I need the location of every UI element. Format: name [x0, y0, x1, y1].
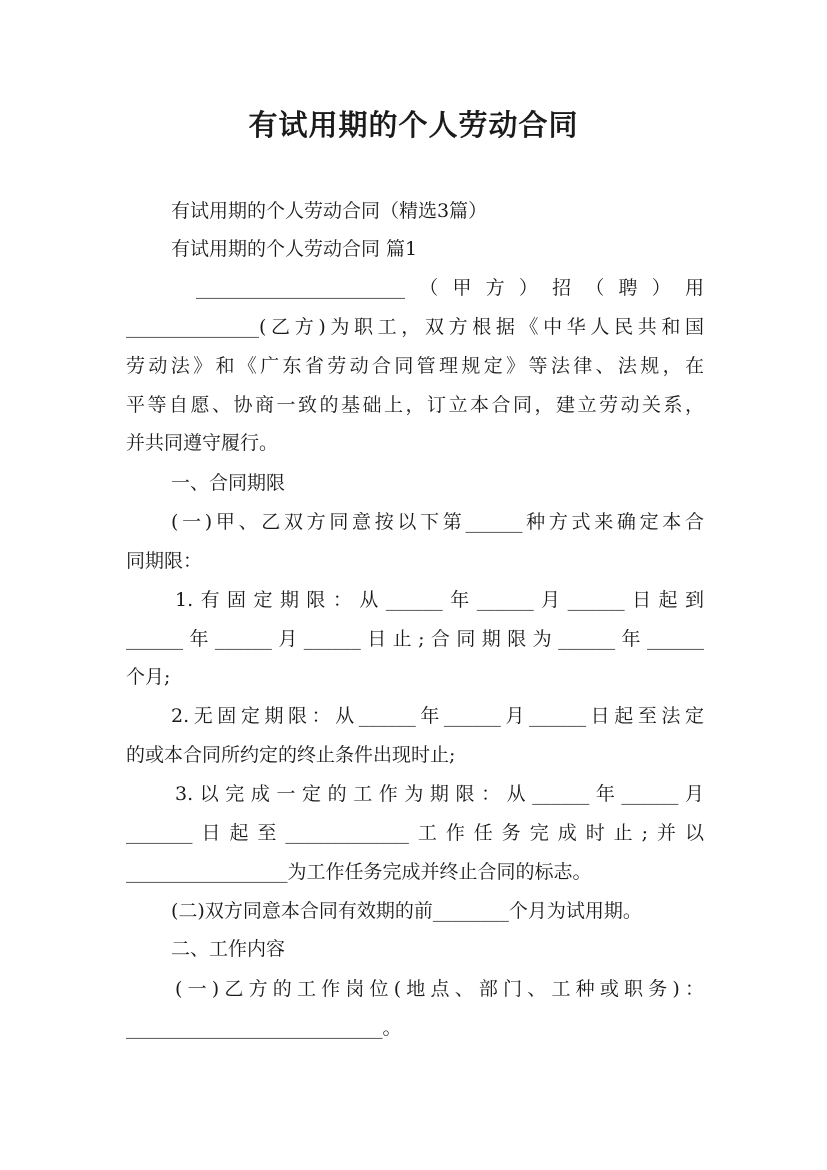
paragraph-line: ______________(乙方)为职工，双方根据《中华人民共和国	[126, 316, 704, 338]
paragraph-line: ______________________（甲方）招（聘）用	[196, 277, 704, 299]
paragraph-line: 个月;	[126, 666, 171, 688]
paragraph-line: 的或本合同所约定的终止条件出现时止;	[126, 744, 456, 766]
section-heading: 二、工作内容	[171, 938, 286, 960]
paragraph-line: (二)双方同意本合同有效期的前________个月为试用期。	[171, 900, 642, 922]
paragraph-line: 2.无固定期限：从______年______月______日起至法定	[171, 705, 704, 727]
paragraph-line: 并共同遵守履行。	[126, 432, 279, 454]
paragraph-line: 平等自愿、协商一致的基础上，订立本合同，建立劳动关系，	[126, 394, 704, 416]
paragraph-heading: 有试用期的个人劳动合同 篇1	[171, 238, 418, 260]
paragraph-line: 劳动法》和《广东省劳动合同管理规定》等法律、法规，在	[126, 355, 704, 377]
document-title: 有试用期的个人劳动合同	[248, 108, 579, 142]
paragraph-line: ______年______月______日止;合同期限为______年______	[126, 628, 704, 650]
paragraph-line: 3.以完成一定的工作为期限：从______年______月	[175, 783, 704, 805]
paragraph-line: (一)乙方的工作岗位(地点、部门、工种或职务)：	[175, 978, 704, 1000]
section-heading: 一、合同期限	[171, 472, 286, 494]
paragraph-line: _________________为工作任务完成并终止合同的标志。	[126, 861, 592, 883]
paragraph-line: 同期限：	[126, 550, 203, 572]
paragraph-line: _______日起至_____________工作任务完成时止;并以	[126, 822, 704, 844]
paragraph-line: 1.有固定期限：从______年______月______日起到	[175, 589, 704, 611]
paragraph-line: ___________________________。	[126, 1017, 402, 1039]
paragraph-line: (一)甲、乙双方同意按以下第______种方式来确定本合	[171, 511, 704, 533]
paragraph-subtitle: 有试用期的个人劳动合同（精选3篇）	[171, 200, 488, 222]
